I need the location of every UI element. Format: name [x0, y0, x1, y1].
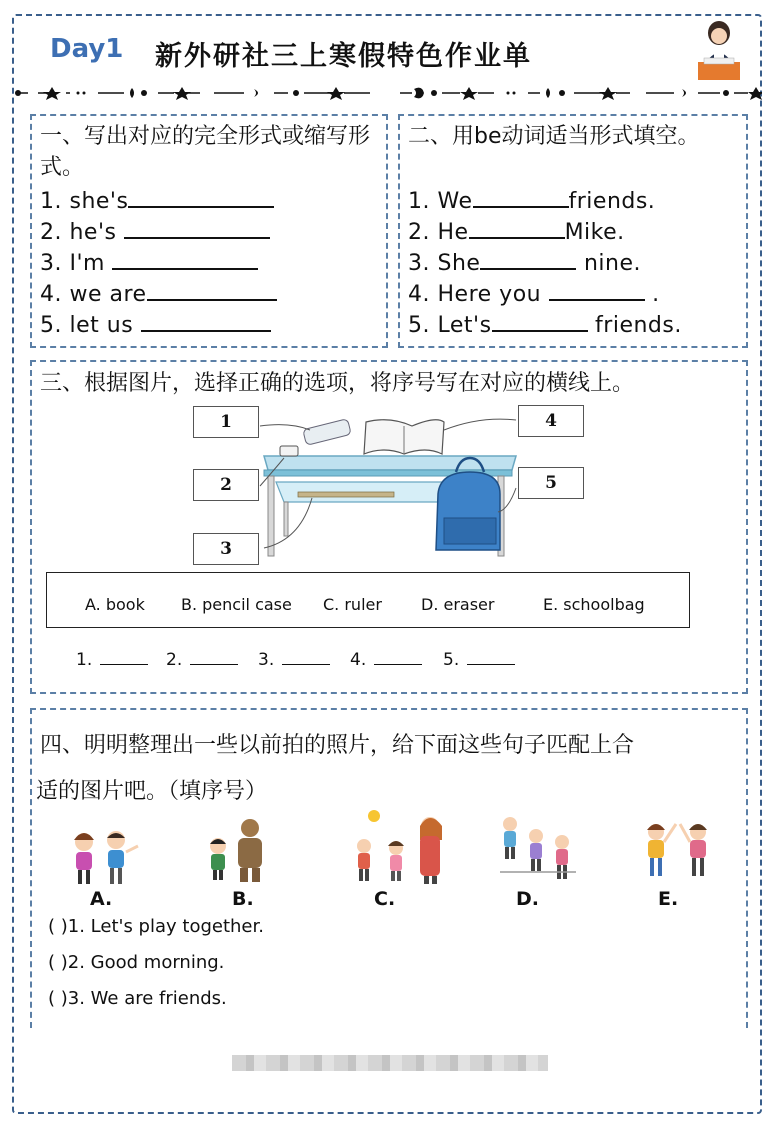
picture-label-2: 2: [193, 469, 259, 501]
picture-letter: B.: [232, 888, 254, 910]
answer-item: 5.: [443, 650, 515, 670]
answer-blank[interactable]: [469, 217, 565, 239]
section4-heading: 适的图片吧。（填序号）: [36, 779, 268, 804]
section4-heading: 四、明明整理出一些以前拍的照片，给下面这些句子匹配上合: [40, 733, 635, 758]
section1-heading: 一、写出对应的完全形式或缩写形式。: [40, 124, 371, 180]
answer-blank[interactable]: [374, 650, 422, 665]
answer-blank[interactable]: [549, 279, 645, 301]
option: A. book: [85, 595, 145, 614]
options-box: [46, 572, 690, 628]
picture-letter: C.: [374, 888, 396, 910]
photo-e-friends-high-five: [636, 816, 720, 884]
section1-item: 3. I'm: [40, 248, 258, 276]
picture-letter: D.: [516, 888, 539, 910]
section1-item: 2. he's: [40, 217, 270, 245]
sentence-item[interactable]: ( )1. Let's play together.: [48, 916, 264, 937]
section2-item: 3. She nine.: [408, 248, 641, 276]
photo-d-kids-playing: [496, 810, 580, 886]
section2-heading: 二、用be动词适当形式填空。: [408, 124, 700, 149]
answer-blank[interactable]: [112, 248, 258, 270]
photo-b-boy-with-statue: [204, 814, 274, 884]
option: B. pencil case: [181, 595, 292, 614]
answer-blank[interactable]: [100, 650, 148, 665]
photo-a-kids-singing: [64, 826, 144, 888]
teacher-at-desk-icon: [696, 20, 742, 82]
answer-blank[interactable]: [492, 310, 588, 332]
answer-blank[interactable]: [128, 186, 274, 208]
photo-c-family-morning: [350, 806, 450, 886]
picture-label-3: 3: [193, 533, 259, 565]
day-label: Day1: [50, 34, 124, 64]
section1-item: 1. she's: [40, 186, 274, 214]
answer-blank[interactable]: [282, 650, 330, 665]
decorative-divider: [14, 84, 762, 102]
section2-item: 4. Here you .: [408, 279, 660, 307]
worksheet-title: 新外研社三上寒假特色作业单: [155, 41, 532, 72]
answer-blank[interactable]: [190, 650, 238, 665]
section2-item: 2. He Mike.: [408, 217, 625, 245]
answer-item: 3.: [258, 650, 330, 670]
sentence-item[interactable]: ( )2. Good morning.: [48, 952, 225, 973]
answer-blank[interactable]: [480, 248, 576, 270]
answer-item: 1.: [76, 650, 148, 670]
answer-blank[interactable]: [467, 650, 515, 665]
option: E. schoolbag: [543, 595, 645, 614]
answer-blank[interactable]: [124, 217, 270, 239]
sentence-item[interactable]: ( )3. We are friends.: [48, 988, 227, 1009]
option: D. eraser: [421, 595, 495, 614]
blurred-footer: [232, 1055, 548, 1071]
section2-item: 5. Let's friends.: [408, 310, 682, 338]
picture-letter: E.: [658, 888, 679, 910]
option: C. ruler: [323, 595, 382, 614]
answer-item: 2.: [166, 650, 238, 670]
section1-item: 5. let us: [40, 310, 271, 338]
picture-letter: A.: [90, 888, 113, 910]
answer-blank[interactable]: [473, 186, 569, 208]
answer-blank[interactable]: [141, 310, 271, 332]
picture-label-5: 5: [518, 467, 584, 499]
answer-blank[interactable]: [147, 279, 277, 301]
section3-heading: 三、根据图片，选择正确的选项，将序号写在对应的横线上。: [40, 371, 635, 396]
picture-label-4: 4: [518, 405, 584, 437]
picture-label-1: 1: [193, 406, 259, 438]
section2-item: 1. We friends.: [408, 186, 655, 214]
section1-item: 4. we are: [40, 279, 277, 307]
answer-item: 4.: [350, 650, 422, 670]
